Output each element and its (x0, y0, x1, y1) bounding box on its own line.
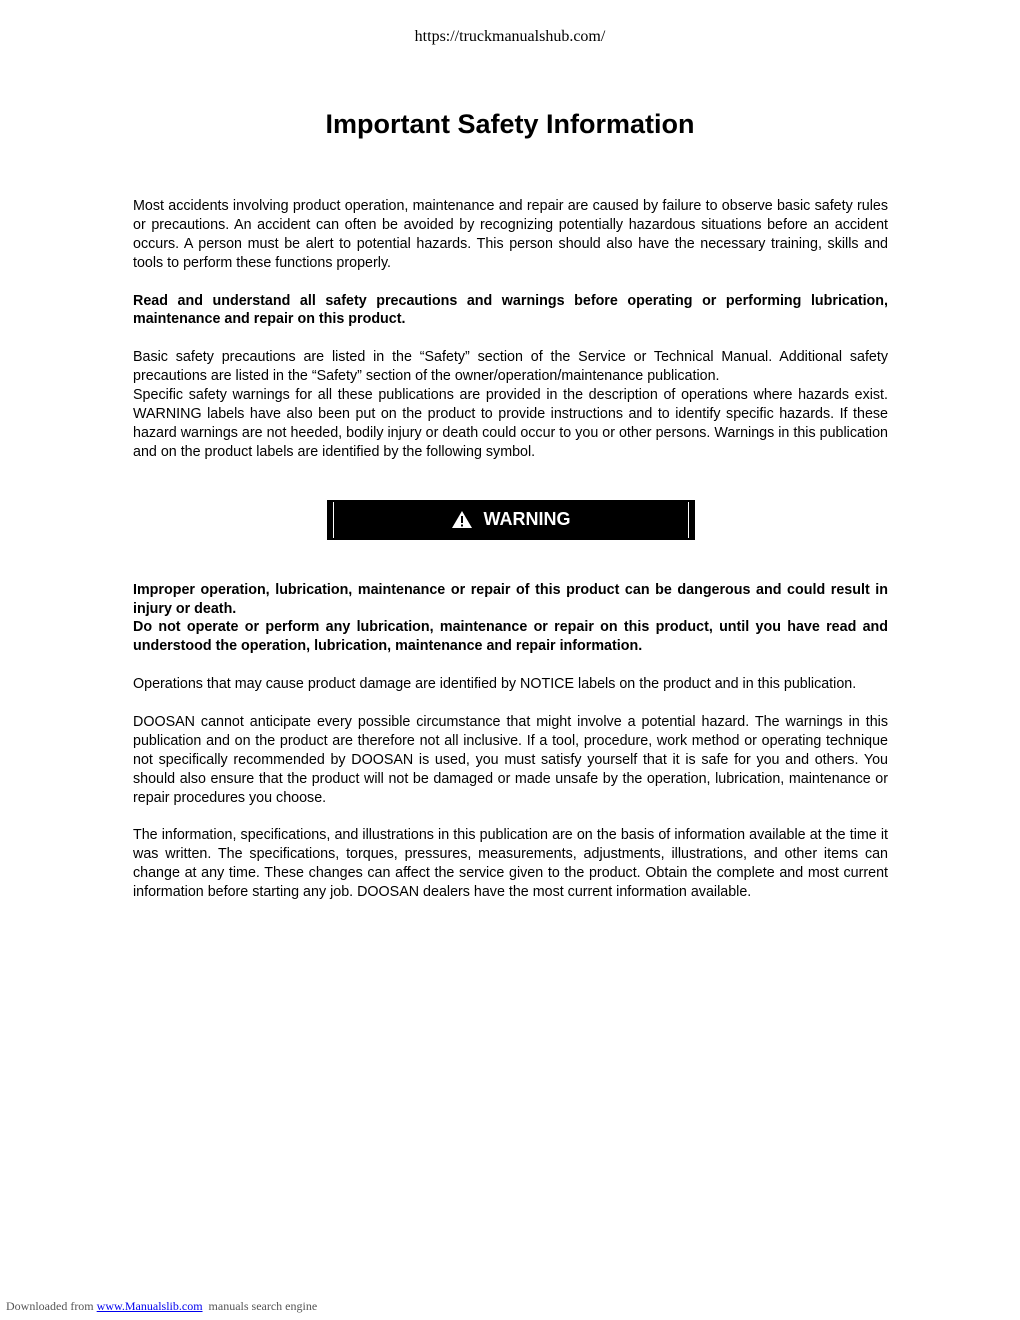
download-footer (6, 1298, 317, 1314)
footer-suffix: manuals search engine (202, 1299, 318, 1313)
footer-prefix: Downloaded from (6, 1299, 97, 1313)
notice-labels-paragraph: Operations that may cause product damage are identified by NOTICE labels on the product and in this publication. (133, 676, 857, 693)
improper-operation-paragraph: Improper operation, lubrication, maintenance or repair of this product can be dangerous and could result in injury or death. (133, 581, 888, 617)
basic-precautions-paragraph: Basic safety precautions are listed in the “Safety” section of the Service or Technical Manual. Additional safety precautions are listed in the “Safety” section of the owner/operation/maintenance publication. (133, 349, 888, 385)
warning-banner (327, 500, 695, 540)
document-body (133, 197, 888, 921)
warning-banner-container (133, 500, 888, 540)
warning-triangle-icon (451, 510, 473, 529)
read-precautions-paragraph: Read and understand all safety precautions and warnings before operating or performing lubrication, maintenance and repair on this product. (133, 292, 888, 328)
information-availability-paragraph: The information, specifications, and illustrations in this publication are on the basis of information available at the time it was written. The specifications, torques, pressures, measurements, adjustments, illustrations, and other items can change at any time. These changes can affect the service given to the product. Obtain the complete and most current information before starting any job. DOOSAN dealers have the most current information available. (133, 827, 888, 901)
intro-paragraph: Most accidents involving product operation, maintenance and repair are caused by failure to observe basic safety rules or precautions. An accident can often be avoided by recognizing potentially hazardous situations before an accident occurs. A person must be alert to potential hazards. This person should also have the necessary training, skills and tools to perform these functions properly. (133, 198, 888, 271)
manualslib-link[interactable]: www.Manualslib.com (96, 1299, 203, 1313)
source-url: https://truckmanualshub.com/ (414, 28, 606, 45)
doosan-hazard-paragraph: DOOSAN cannot anticipate every possible circumstance that might involve a potential hazard. The warnings in this publication and on the product are therefore not all inclusive. If a tool, procedure, work method or operating technique not specifically recommended by DOOSAN is used, you must satisfy yourself that it is safe for you and others. You should also ensure that the product will not be damaged or made unsafe by the operation, lubrication, maintenance or repair procedures you choose. (133, 713, 888, 806)
do-not-operate-paragraph: Do not operate or perform any lubrication, maintenance or repair on this product, until you have read and understood the operation, lubrication, maintenance and repair information. (133, 619, 888, 655)
page-title: Important Safety Information (325, 109, 695, 139)
specific-warnings-paragraph: Specific safety warnings for all these publications are provided in the description of operations where hazards exist. WARNING labels have also been put on the product to provide instructions and to identify specific hazards. If these hazard warnings are not heeded, bodily injury or death could occur to you or other persons. Warnings in this publication and on the product labels are identified by the following symbol. (133, 387, 888, 460)
warning-label: WARNING (483, 509, 571, 530)
